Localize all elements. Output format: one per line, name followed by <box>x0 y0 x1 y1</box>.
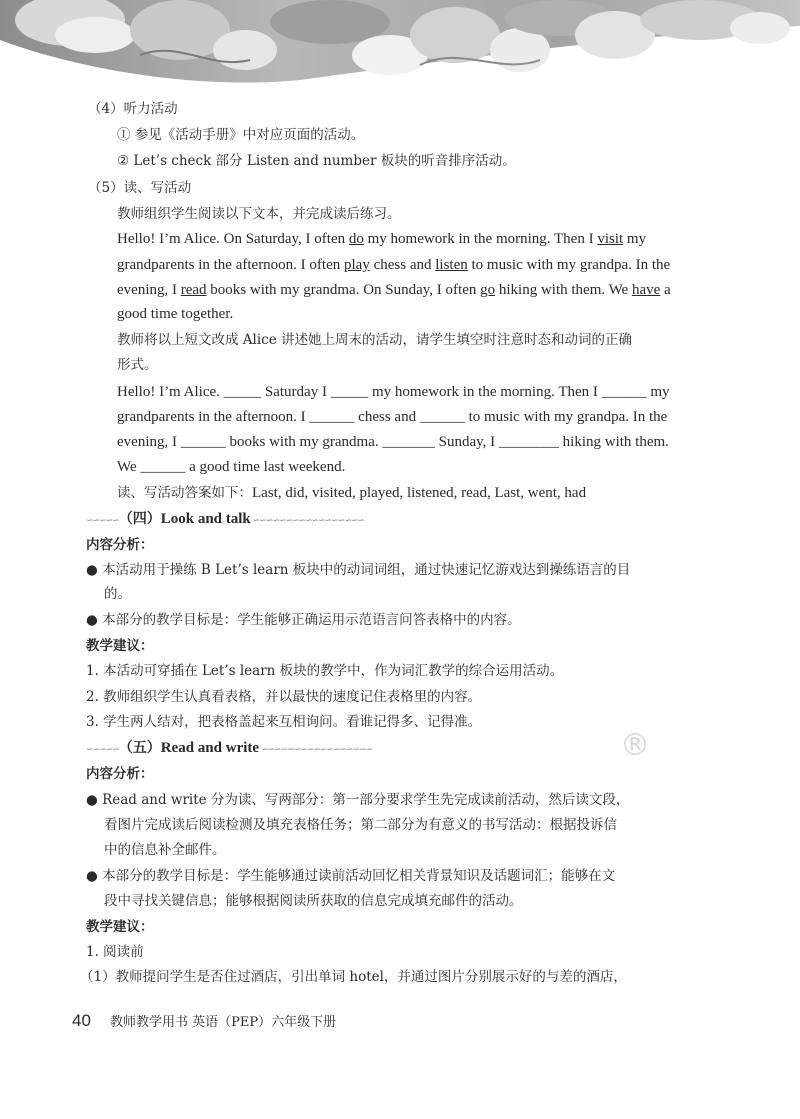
answers-list: Last, did, visited, played, listened, read, Last, went, had <box>252 485 587 501</box>
instruction-line-1: 教师将以上短文改成 Alice 讲述她上周末的活动，请学生填空时注意时态和动词的正确 <box>117 332 633 348</box>
section-4-step-2: 2. 教师组织学生认真看表格，并以最快的速度记住表格里的内容。 <box>86 689 482 705</box>
reading-intro: 教师组织学生阅读以下文本，并完成读后练习。 <box>117 206 401 222</box>
exercise-line-3: evening, I ______ books with my grandma. _______ Sunday, I ________ hiking with them. <box>117 434 669 450</box>
section-4-bullet-2: ● 本部分的教学目标是：学生能够正确运用示范语言问答表格中的内容。 <box>86 612 521 628</box>
passage-line-3: evening, I read books with my grandma. On Sunday, I often go hiking with them. We have a <box>117 282 671 298</box>
section-5-header: ∽∽∽∽∽（五）Read and write ∽∽∽∽∽∽∽∽∽∽∽∽∽∽∽∽∽ <box>86 740 373 756</box>
section-5-bullet-1: ● Read and write 分为读、写两部分：第一部分要求学生先完成读前活动，然后读文段， <box>86 792 630 808</box>
section-5-analysis-heading: 内容分析： <box>86 766 154 782</box>
section-5-suggestion-heading: 教学建议： <box>86 919 154 935</box>
bullet-dot: ● <box>86 792 103 808</box>
bullet-dot: ● <box>86 868 103 884</box>
listening-heading: （4）听力活动 <box>88 101 178 117</box>
passage-line-4: good time together. <box>117 306 234 322</box>
answers-line <box>117 484 586 502</box>
decorative-floral-banner <box>0 0 800 90</box>
section-5-bullet-2-cont: 段中寻找关键信息；能够根据阅读所获取的信息完成填充邮件的活动。 <box>104 893 523 909</box>
section-4-header: ∽∽∽∽∽（四）Look and talk ∽∽∽∽∽∽∽∽∽∽∽∽∽∽∽∽∽ <box>86 511 364 527</box>
passage-line-1: Hello! I’m Alice. On Saturday, I often do my homework in the morning. Then I visit my <box>117 231 647 247</box>
passage-line-2: grandparents in the afternoon. I often play chess and listen to music with my grandpa. In the <box>117 257 671 273</box>
section-5-bullet-1-cont-2: 中的信息补全邮件。 <box>104 842 226 858</box>
bullet-dot: ● <box>86 612 103 628</box>
exercise-line-2: grandparents in the afternoon. I ______ chess and ______ to music with my grandpa. In the <box>117 409 668 425</box>
section-5-step-1-1: （1）教师提问学生是否住过酒店，引出单词 hotel，并通过图片分别展示好的与差的酒店， <box>80 969 627 985</box>
section-4-step-1: 1. 本活动可穿插在 Let’s learn 板块的教学中，作为词汇教学的综合运用活动。 <box>86 663 564 679</box>
section-5-number: （五） <box>118 740 161 756</box>
book-title: 教师教学用书 英语（PEP）六年级下册 <box>110 1015 337 1030</box>
section-5-bullet-2: ● 本部分的教学目标是：学生能够通过读前活动回忆相关背景知识及话题词汇；能够在文 <box>86 868 616 884</box>
section-4-analysis-heading: 内容分析： <box>86 537 154 553</box>
section-5-step-1: 1. 阅读前 <box>86 944 144 960</box>
answers-label: 读、写活动答案如下： <box>117 485 252 501</box>
reading-heading: （5）读、写活动 <box>88 180 192 196</box>
listening-item-1: ① 参见《活动手册》中对应页面的活动。 <box>117 127 365 143</box>
exercise-line-1: Hello! I’m Alice. _____ Saturday I _____ my homework in the morning. Then I ______ my <box>117 384 670 400</box>
section-4-number: （四） <box>118 511 161 527</box>
section-5-title: Read and write <box>160 740 260 756</box>
bullet-dot: ● <box>86 562 103 578</box>
section-4-bullet-1-cont: 的。 <box>104 586 131 602</box>
section-5-bullet-1-cont-1: 看图片完成读后阅读检测及填充表格任务；第二部分为有意义的书写活动：根据投诉信 <box>104 817 617 833</box>
section-4-title: Look and talk <box>160 511 251 527</box>
section-4-bullet-1: ● 本活动用于操练 B Let’s learn 板块中的动词词组，通过快速记忆游戏达到操练语言的目 <box>86 562 631 578</box>
instruction-line-2: 形式。 <box>117 357 158 373</box>
section-4-suggestion-heading: 教学建议： <box>86 638 154 654</box>
registered-watermark: ® <box>620 728 650 763</box>
section-4-step-3: 3. 学生两人结对，把表格盖起来互相询问。看谁记得多、记得准。 <box>86 714 482 730</box>
exercise-line-4: We ______ a good time last weekend. <box>117 459 346 475</box>
listening-item-2: ② Let’s check 部分 Listen and number 板块的听音排序活动。 <box>117 153 516 169</box>
page-number: 40 <box>72 1011 91 1030</box>
